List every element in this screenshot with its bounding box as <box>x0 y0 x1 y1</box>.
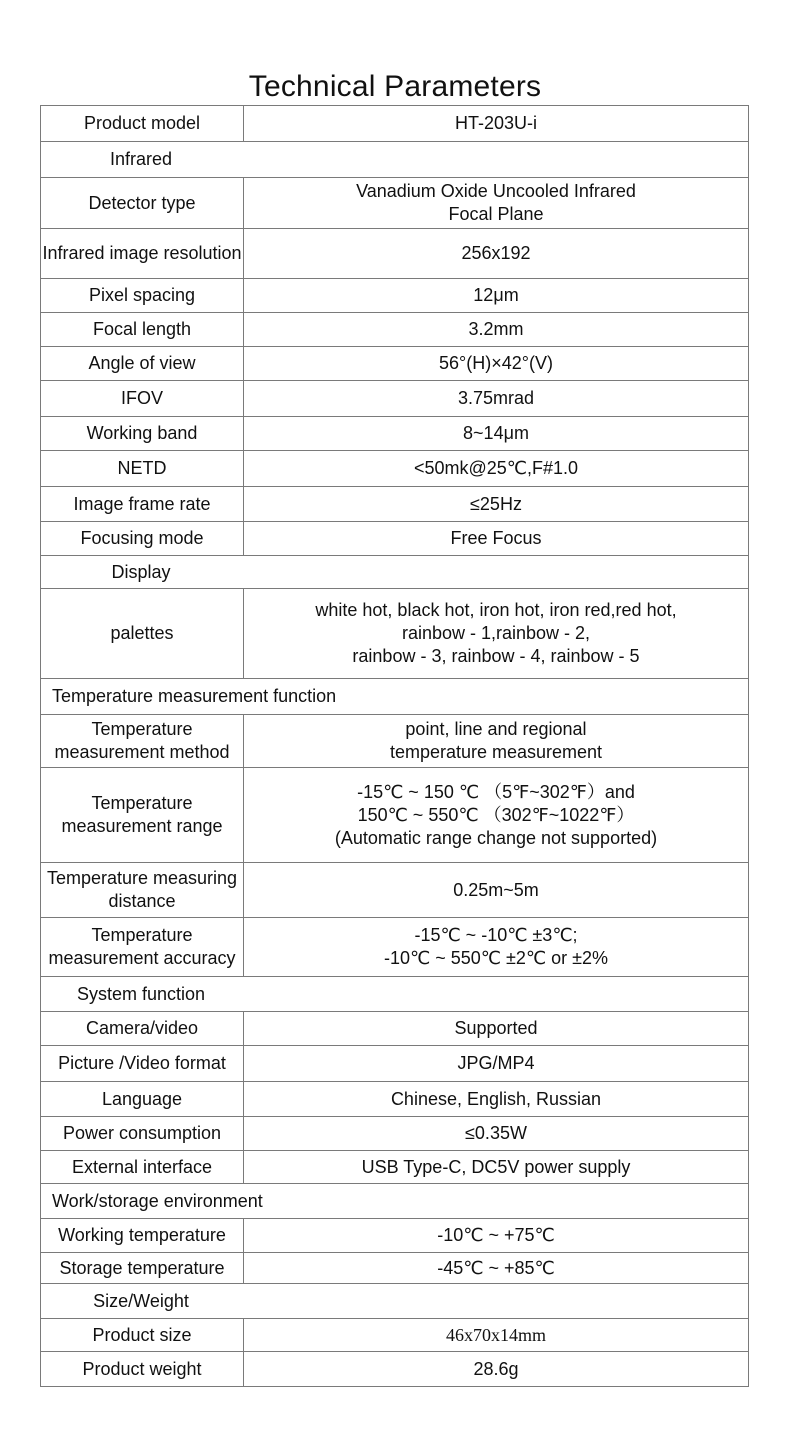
parameter-value-line: Free Focus <box>450 528 542 548</box>
parameter-value <box>244 106 749 142</box>
table-row <box>41 715 749 768</box>
parameter-value-line: (Automatic range change not supported) <box>334 827 658 848</box>
parameter-value-line: -10℃ ~ +75℃ <box>437 1225 555 1245</box>
table-row <box>41 1046 749 1082</box>
section-heading <box>41 556 749 589</box>
table-row <box>41 313 749 347</box>
spec-table <box>40 105 749 1387</box>
parameter-value <box>244 487 749 522</box>
parameter-value-line: -15℃ ~ 150 ℃ （5℉~302℉）and <box>357 781 635 802</box>
parameter-value-line: rainbow - 1,rainbow - 2, <box>401 623 591 643</box>
parameter-value <box>244 1082 749 1117</box>
table-row <box>41 522 749 556</box>
parameter-name: Product weight <box>41 1352 244 1387</box>
parameter-value-line: Vanadium Oxide Uncooled Infrared <box>356 181 636 201</box>
parameter-name: NETD <box>41 451 244 487</box>
parameter-value-line: 0.25m~5m <box>453 879 539 900</box>
parameter-name: Camera/video <box>41 1012 244 1046</box>
table-row <box>41 1253 749 1284</box>
parameter-value <box>244 715 749 768</box>
parameter-value-line: white hot, black hot, iron hot, iron red,red hot, <box>315 600 677 620</box>
parameter-value-line: 46x70x14mm <box>445 1324 546 1345</box>
table-row <box>41 918 749 977</box>
parameter-value-line: <50mk@25℃,F#1.0 <box>413 458 579 478</box>
parameter-value <box>244 313 749 347</box>
table-row <box>41 1082 749 1117</box>
parameter-value-line: JPG/MP4 <box>457 1053 535 1073</box>
parameter-name: External interface <box>41 1151 244 1184</box>
parameter-name: Pixel spacing <box>41 279 244 313</box>
section-row <box>41 1184 749 1219</box>
parameter-name: Product size <box>41 1319 244 1352</box>
parameter-value <box>244 279 749 313</box>
section-row <box>41 556 749 589</box>
parameter-name: Product model <box>41 106 244 142</box>
parameter-value-line: 28.6g <box>473 1358 519 1379</box>
table-row <box>41 1219 749 1253</box>
section-heading <box>41 977 749 1012</box>
parameter-name: Image frame rate <box>41 487 244 522</box>
parameter-value-line: point, line and regional <box>405 719 587 739</box>
parameter-value <box>244 1319 749 1352</box>
spec-table-body <box>41 106 749 1387</box>
parameter-name: Storage temperature <box>41 1253 244 1284</box>
parameter-value-line: USB Type-C, DC5V power supply <box>361 1156 631 1177</box>
table-row <box>41 381 749 417</box>
parameter-value <box>244 1352 749 1387</box>
parameter-name: Temperature measurement range <box>41 768 244 863</box>
parameter-value <box>244 1046 749 1082</box>
table-row <box>41 589 749 679</box>
parameter-value-line: 56°(H)×42°(V) <box>439 353 553 373</box>
page-title: Technical Parameters <box>248 70 542 104</box>
table-row <box>41 229 749 279</box>
parameter-value-line: -45℃ ~ +85℃ <box>437 1257 555 1278</box>
table-row <box>41 347 749 381</box>
parameter-value-line: rainbow - 3, rainbow - 4, rainbow - 5 <box>352 646 640 666</box>
parameter-value <box>244 1151 749 1184</box>
parameter-name: Infrared image resolution <box>41 229 244 279</box>
parameter-value-line: temperature measurement <box>389 742 603 762</box>
parameter-name: Working temperature <box>41 1219 244 1253</box>
parameter-value <box>244 1012 749 1046</box>
parameter-value <box>244 522 749 556</box>
section-row <box>41 977 749 1012</box>
section-row <box>41 679 749 715</box>
parameter-value-line: ≤25Hz <box>470 493 522 514</box>
table-row <box>41 1352 749 1387</box>
parameter-value-line: Chinese, English, Russian <box>390 1088 602 1109</box>
parameter-value-line: Focal Plane <box>448 204 544 224</box>
table-row <box>41 451 749 487</box>
section-row <box>41 142 749 178</box>
section-label: Work/storage environment <box>52 1190 263 1211</box>
parameter-value-line: -10℃ ~ 550℃ ±2℃ or ±2% <box>384 948 608 968</box>
table-row <box>41 863 749 918</box>
parameter-value <box>244 918 749 977</box>
parameter-value-line: 3.75mrad <box>457 388 535 408</box>
table-row <box>41 106 749 142</box>
parameter-value <box>244 417 749 451</box>
parameter-value <box>244 1219 749 1253</box>
parameter-value <box>244 229 749 279</box>
table-row <box>41 487 749 522</box>
parameter-value-line: Supported <box>454 1018 538 1038</box>
parameter-value-line: HT-203U-i <box>454 113 538 133</box>
section-label: System function <box>76 983 206 1004</box>
table-row <box>41 178 749 229</box>
parameter-name: Language <box>41 1082 244 1117</box>
parameter-value-line: 12μm <box>473 285 519 305</box>
table-row <box>41 1117 749 1151</box>
section-label: Display <box>111 561 171 582</box>
parameter-name: Working band <box>41 417 244 451</box>
parameter-name: Focusing mode <box>41 522 244 556</box>
parameter-value <box>244 381 749 417</box>
parameter-name: palettes <box>41 589 244 679</box>
parameter-name: Detector type <box>41 178 244 229</box>
table-row <box>41 417 749 451</box>
parameter-value-line: 3.2mm <box>468 319 524 339</box>
parameter-value <box>244 178 749 229</box>
parameter-value <box>244 451 749 487</box>
parameter-value-line: -15℃ ~ -10℃ ±3℃; <box>414 925 578 945</box>
parameter-value <box>244 1117 749 1151</box>
parameter-name: Picture /Video format <box>41 1046 244 1082</box>
parameter-name: Focal length <box>41 313 244 347</box>
parameter-value-line: 256x192 <box>461 243 531 263</box>
parameter-name: Temperature measuring distance <box>41 863 244 918</box>
parameter-value-line: ≤0.35W <box>465 1123 527 1143</box>
table-row <box>41 279 749 313</box>
section-heading <box>41 679 749 715</box>
parameter-name: Temperature measurement method <box>41 715 244 768</box>
parameter-name: Temperature measurement accuracy <box>41 918 244 977</box>
parameter-value-line: 8~14μm <box>463 423 529 443</box>
section-label: Infrared <box>109 149 173 169</box>
table-row <box>41 1012 749 1046</box>
section-heading <box>41 142 749 178</box>
table-row <box>41 1319 749 1352</box>
parameter-value <box>244 863 749 918</box>
parameter-name: Power consumption <box>41 1117 244 1151</box>
parameter-value <box>244 347 749 381</box>
section-label: Temperature measurement function <box>52 686 337 706</box>
section-label: Size/Weight <box>93 1290 189 1311</box>
section-heading <box>41 1284 749 1319</box>
table-row <box>41 1151 749 1184</box>
parameter-name: IFOV <box>41 381 244 417</box>
parameter-value <box>244 768 749 863</box>
section-row <box>41 1284 749 1319</box>
parameter-value <box>244 1253 749 1284</box>
parameter-value <box>244 589 749 679</box>
section-heading <box>41 1184 749 1219</box>
table-row <box>41 768 749 863</box>
parameter-value-line: 150℃ ~ 550℃ （302℉~1022℉） <box>357 804 635 825</box>
parameter-name: Angle of view <box>41 347 244 381</box>
